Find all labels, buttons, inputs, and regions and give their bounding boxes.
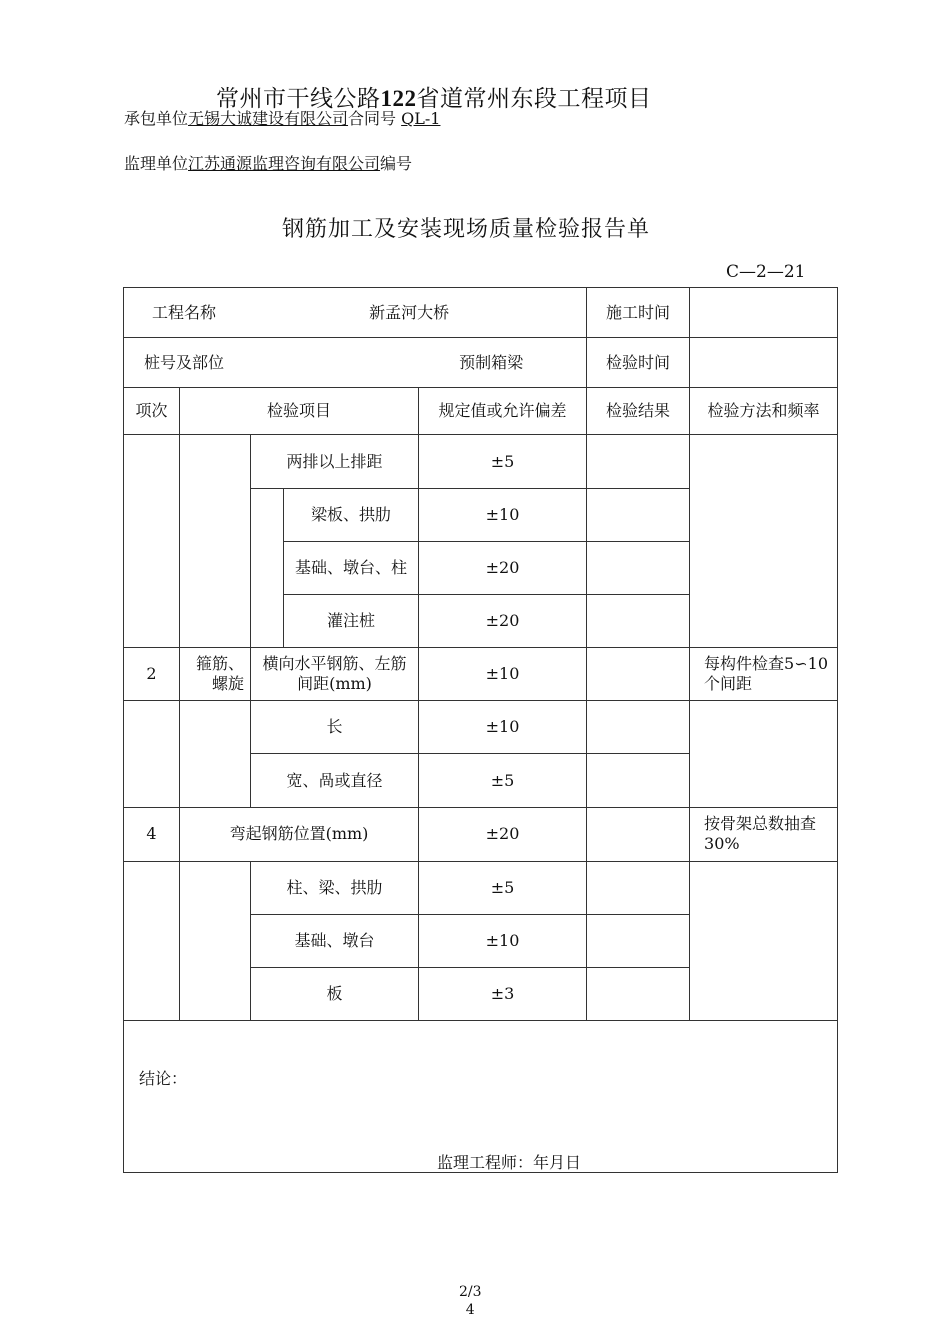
contractor-label: 承包单位 [124, 109, 189, 128]
contract-no: QL-1 [401, 109, 441, 128]
table-row [124, 648, 838, 701]
item-name: 弯起钢筋位置(mm) [180, 808, 419, 861]
tolerance-value: ±10 [419, 489, 587, 542]
col-header-inspection-item: 检验项目 [180, 388, 419, 435]
result-cell[interactable] [587, 808, 690, 861]
item-name: 柱、梁、拱肋 [251, 861, 419, 914]
table-row [124, 701, 838, 754]
result-cell[interactable] [587, 435, 690, 489]
item-name: 宽、咼或直径 [251, 754, 419, 808]
supervisor-label: 监理单位 [124, 154, 189, 173]
contractor-name: 无锡大诚建设有限公司 [188, 109, 349, 128]
item-name: 基础、墩台、柱 [284, 542, 419, 595]
tolerance-value: ±5 [419, 861, 587, 914]
item-group-cell [180, 435, 251, 648]
construction-time-label: 施工时间 [587, 288, 690, 338]
item-no-cell [124, 861, 180, 1020]
item-group: 箍筋、螺旋 [180, 648, 251, 701]
supervisor-name: 江苏通源监理咨询有限公司 [188, 154, 381, 173]
serial-label: 编号 [380, 154, 413, 173]
item-no-cell [124, 435, 180, 648]
item-name: 横向水平钢筋、左筋间距(mm) [251, 648, 419, 701]
conclusion-cell[interactable] [124, 1020, 838, 1172]
tolerance-value: ±10 [419, 701, 587, 754]
item-no: 2 [124, 648, 180, 701]
contract-no-label: 合同号 [348, 109, 397, 128]
col-header-item-no: 项次 [124, 388, 180, 435]
method-cell [690, 701, 838, 808]
project-name-value: 新孟河大桥 [369, 302, 450, 322]
tolerance-value: ±5 [419, 754, 587, 808]
method-text: 每构件检查5∽10个间距 [690, 648, 838, 701]
item-name: 基础、墩台 [251, 914, 419, 967]
tolerance-value: ±20 [419, 595, 587, 648]
item-name: 两排以上排距 [251, 435, 419, 489]
contractor-line [124, 106, 440, 129]
inspection-time-value[interactable] [690, 338, 838, 388]
page-number: 2/3 4 [459, 1284, 482, 1318]
item-name: 灌注桩 [284, 595, 419, 648]
col-header-method: 检验方法和频率 [690, 388, 838, 435]
result-cell[interactable] [587, 701, 690, 754]
inspection-time-label: 检验时间 [587, 338, 690, 388]
item-group-cell [180, 701, 251, 808]
method-cell [690, 435, 838, 648]
result-cell[interactable] [587, 861, 690, 914]
supervisor-line [124, 151, 412, 174]
item-name: 梁板、拱肋 [284, 489, 419, 542]
result-cell[interactable] [587, 914, 690, 967]
subgroup-cell [251, 489, 284, 648]
inspection-table [123, 287, 838, 1173]
result-cell[interactable] [587, 489, 690, 542]
supervisor-signature: 监理工程师：年月日 [437, 1152, 582, 1172]
station-value: 预制箱梁 [459, 352, 524, 372]
table-row [124, 808, 838, 861]
item-name: 长 [251, 701, 419, 754]
construction-time-value[interactable] [690, 288, 838, 338]
form-title: 钢筋加工及安装现场质量检验报告单 [282, 217, 651, 242]
project-name-label: 工程名称 [152, 302, 217, 322]
col-header-tolerance: 规定值或允许偏差 [419, 388, 587, 435]
tolerance-value: ±10 [419, 648, 587, 701]
item-no-cell [124, 701, 180, 808]
tolerance-value: ±3 [419, 967, 587, 1020]
item-group-cell [180, 861, 251, 1020]
table-row [124, 861, 838, 914]
document-title: 常州市干线公路122省道常州东段工程项目 [216, 86, 652, 112]
result-cell[interactable] [587, 754, 690, 808]
tolerance-value: ±20 [419, 808, 587, 861]
tolerance-value: ±5 [419, 435, 587, 489]
station-label: 桩号及部位 [144, 352, 225, 372]
result-cell[interactable] [587, 595, 690, 648]
station-cell [124, 338, 587, 388]
result-cell[interactable] [587, 542, 690, 595]
conclusion-label: 结论： [139, 1068, 188, 1088]
method-text: 按骨架总数抽查30% [690, 808, 838, 861]
tolerance-value: ±20 [419, 542, 587, 595]
table-row [124, 435, 838, 489]
item-name: 板 [251, 967, 419, 1020]
method-cell [690, 861, 838, 1020]
result-cell[interactable] [587, 648, 690, 701]
result-cell[interactable] [587, 967, 690, 1020]
form-code: C—2—21 [726, 262, 806, 282]
item-no: 4 [124, 808, 180, 861]
project-name-cell [124, 288, 587, 338]
tolerance-value: ±10 [419, 914, 587, 967]
col-header-result: 检验结果 [587, 388, 690, 435]
